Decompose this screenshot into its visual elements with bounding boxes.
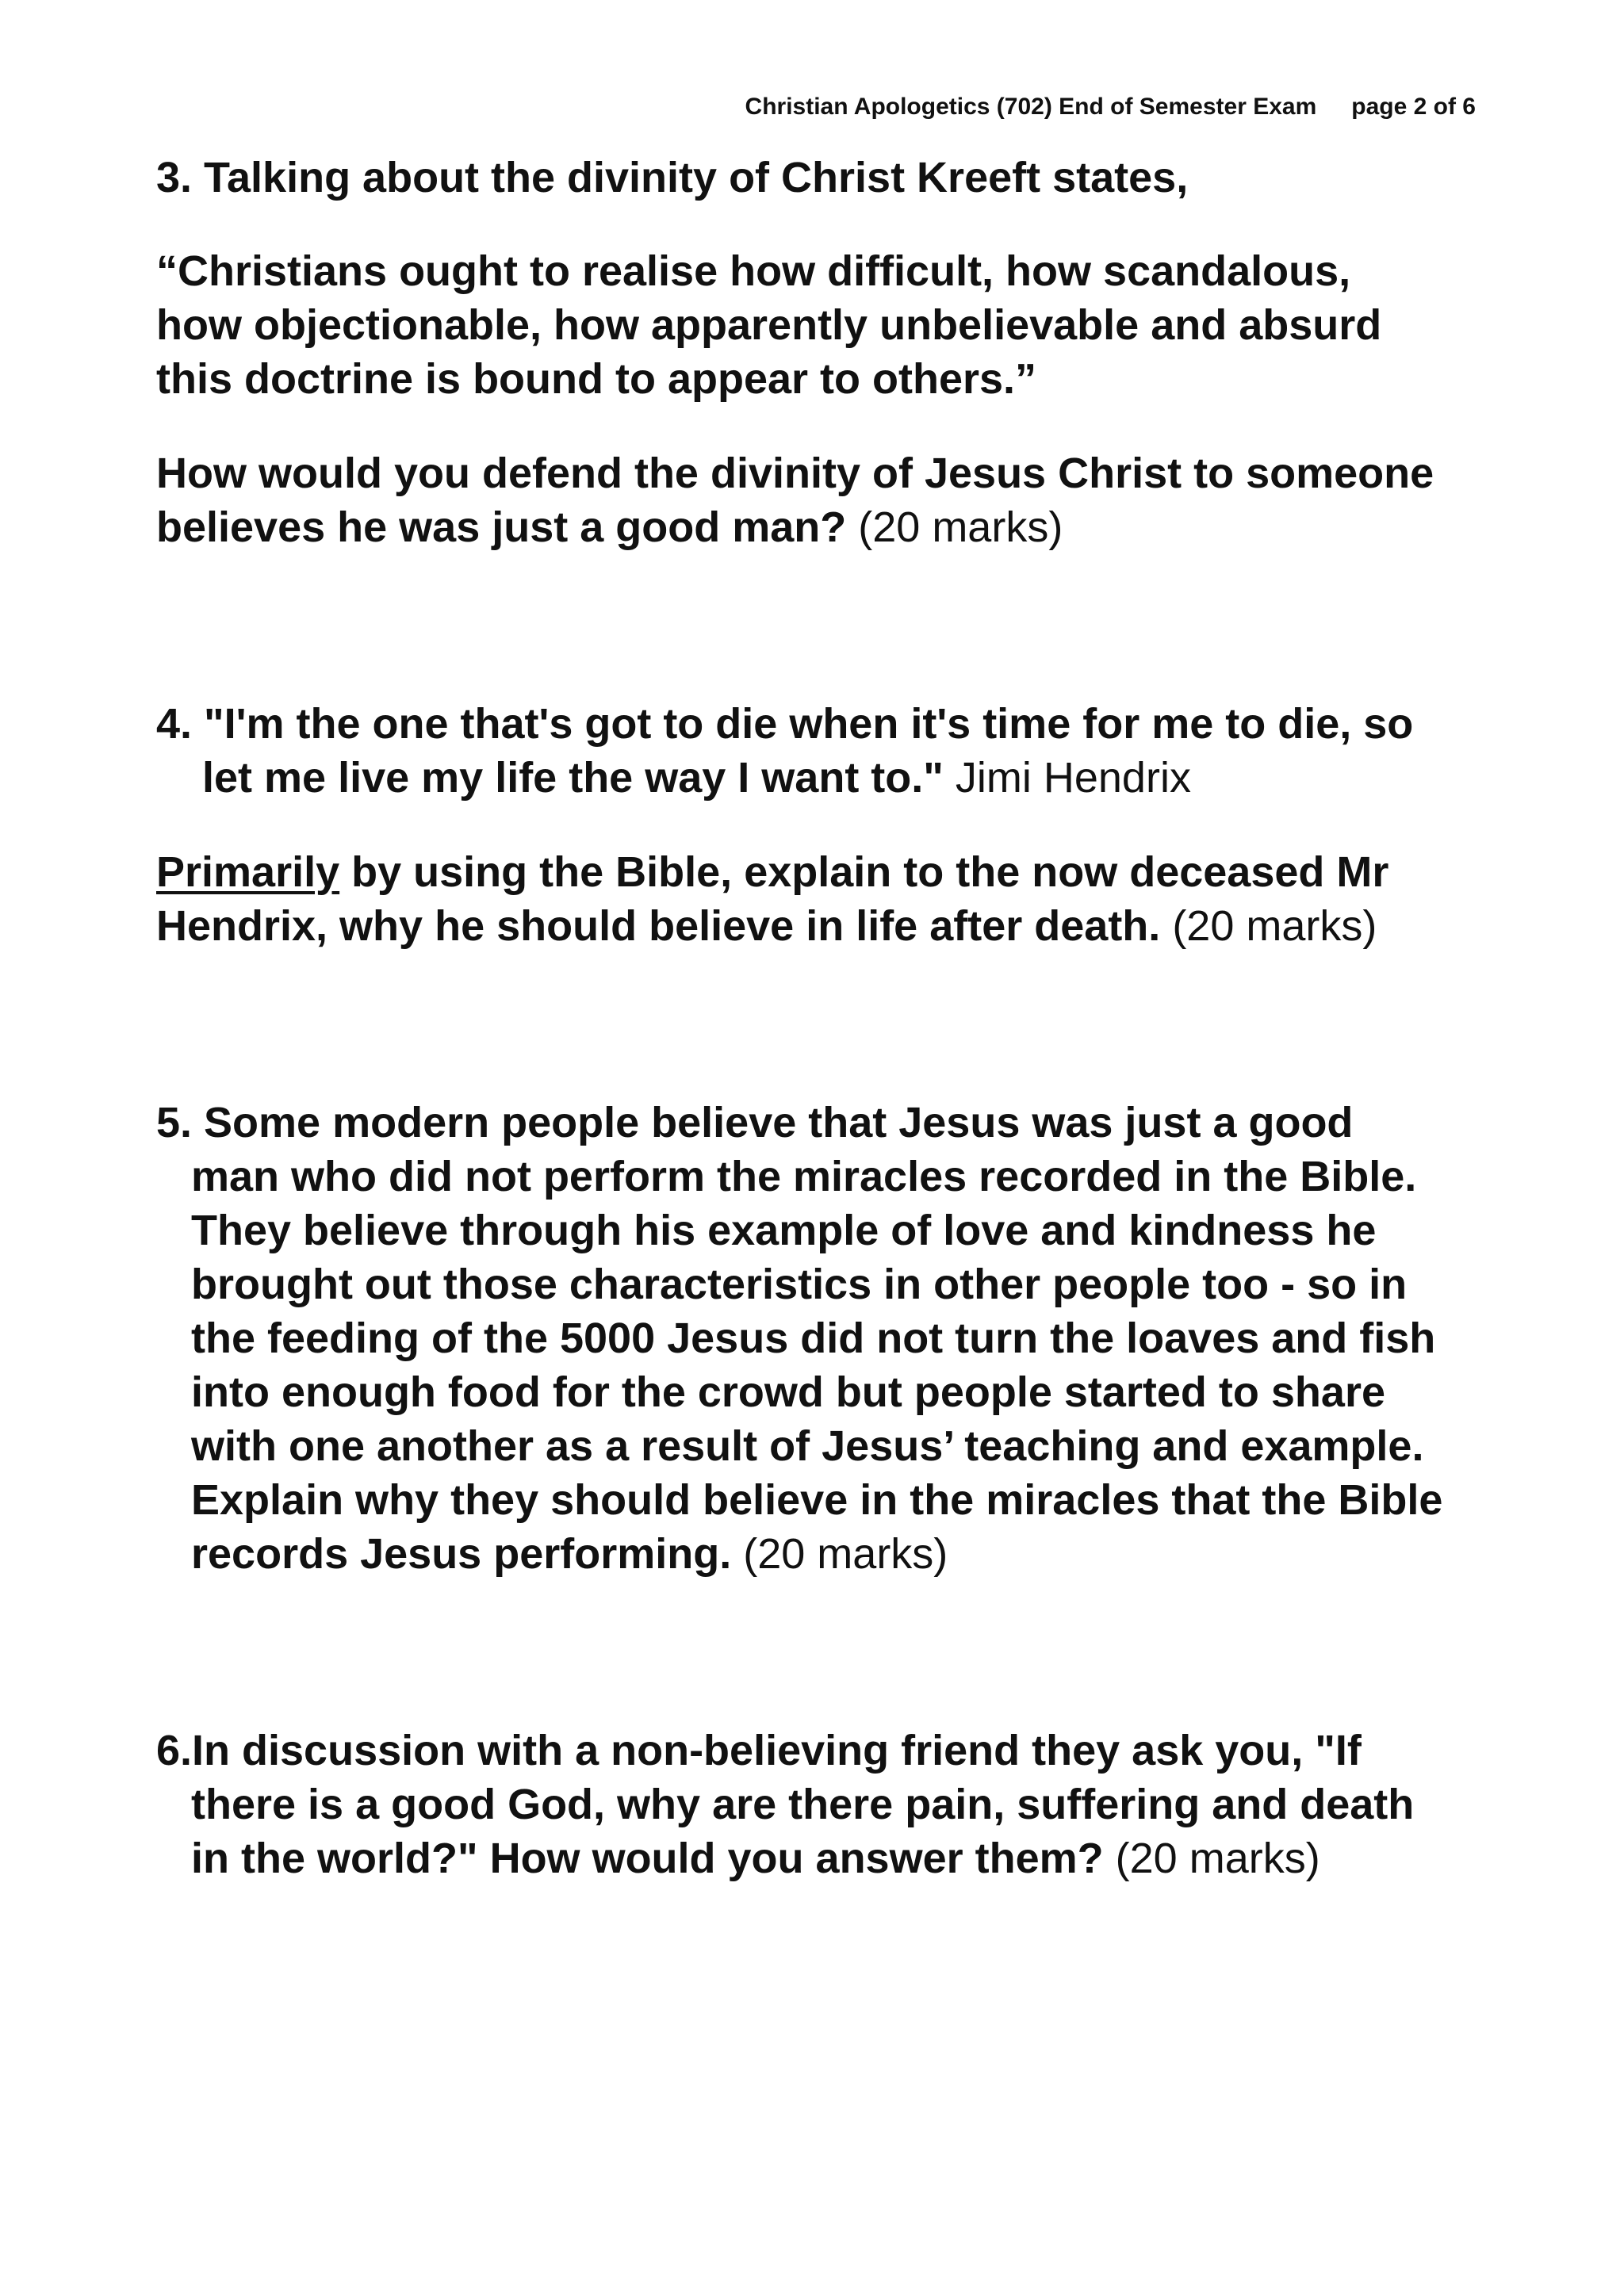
exam-title: Christian Apologetics (702) End of Semester Exam [745, 94, 1317, 120]
kreeft-quote [156, 244, 1488, 406]
quote-line: “Christians ought to realise how difficult, how scandalous, [156, 247, 1351, 295]
question-4 [156, 697, 1488, 953]
question-6-text: 6.In discussion with a non-believing friend they ask you, "If there is a good God, why are there pain, suffering and death in the world?" How would you answer them? (20 marks) [156, 1727, 1415, 1882]
marks-label: (20 marks) [1115, 1835, 1320, 1882]
question-5-text: 5. Some modern people believe that Jesus was just a good man who did not perform the miracles recorded in the Bible. They believe through his example of love and kindness he brought out those characteristics in other people too - so in the feeding of the 5000 Jesus did not turn the loaves and fish into enough food for the crowd but people started to share with one another as a result of Jesus’ teaching and example. Explain why they should believe in the miracles that the Bible records Jesus performing. (20 marks) [156, 1099, 1443, 1578]
quote-line: this doctrine is bound to appear to others.” [156, 355, 1037, 403]
marks-label: (20 marks) [858, 503, 1063, 551]
question-3-intro: 3. Talking about the divinity of Christ Kreeft states, [156, 154, 1189, 201]
marks-label: (20 marks) [743, 1530, 948, 1578]
question-3 [156, 151, 1488, 554]
question-5 [156, 1096, 1488, 1581]
exam-content [156, 151, 1488, 1885]
quote-line: how objectionable, how apparently unbelievable and absurd [156, 301, 1382, 349]
question-6 [156, 1724, 1488, 1885]
emphasis-primarily: Primarily [156, 848, 340, 896]
marks-label: (20 marks) [1172, 902, 1377, 950]
question-3-prompt: How would you defend the divinity of Jesus Christ to someone believes he was just a good man? (20 marks) [156, 450, 1434, 551]
exam-header [745, 94, 1476, 121]
question-4-prompt: Primarily by using the Bible, explain to the now deceased Mr Hendrix, why he should believe in life after death. (20 marks) [156, 848, 1389, 950]
page-number: page 2 of 6 [1351, 94, 1476, 120]
hendrix-quote: 4. "I'm the one that's got to die when it's time for me to die, so let me live my life the way I want to." Jimi Hendrix [156, 700, 1414, 802]
quote-attribution: Jimi Hendrix [955, 754, 1191, 802]
